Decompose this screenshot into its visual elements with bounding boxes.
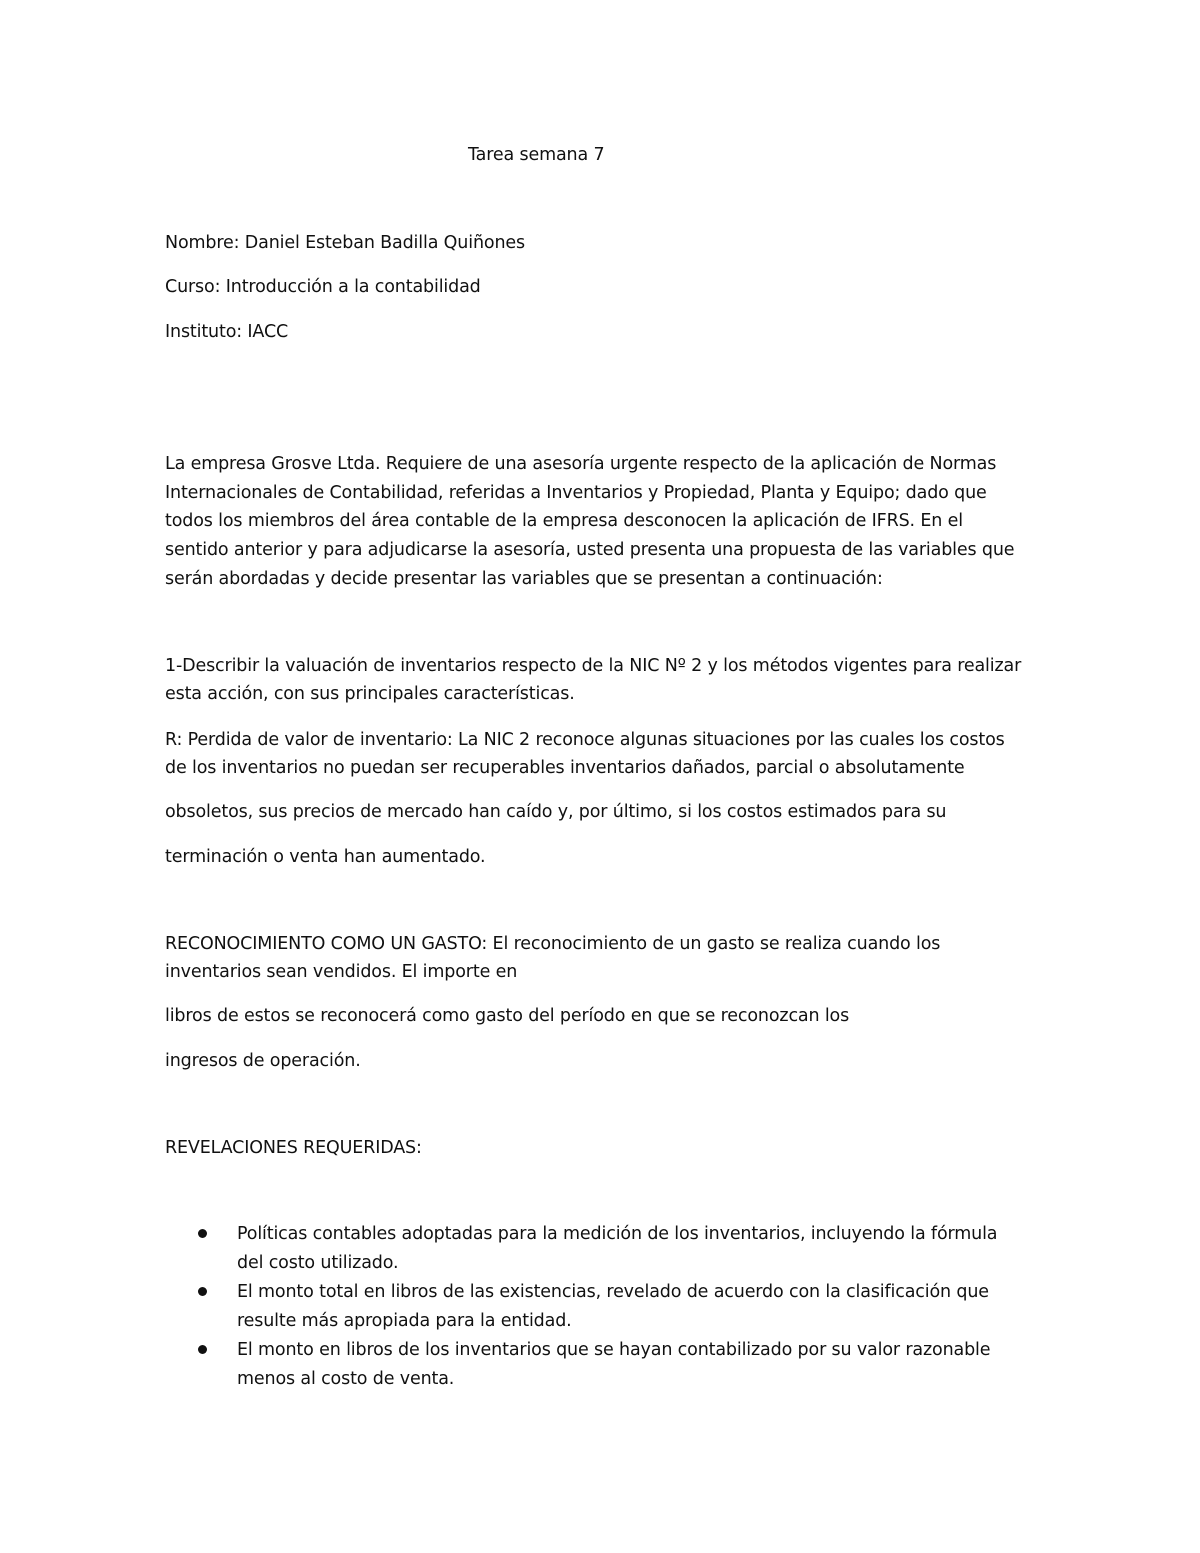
answer-line: obsoletos, sus precios de mercado han caído y, por último, si los costos estimados para su	[165, 802, 947, 822]
list-item-text: resulte más apropiada para la entidad.	[237, 1311, 572, 1331]
intro-line: sentido anterior y para adjudicarse la asesoría, usted presenta una propuesta de las variables que	[165, 540, 1015, 560]
reconocimiento-line: RECONOCIMIENTO COMO UN GASTO: El reconocimiento de un gasto se realiza cuando los	[165, 934, 941, 954]
list-item-text: menos al costo de venta.	[237, 1369, 455, 1389]
document-title: Tarea semana 7	[468, 145, 605, 165]
list-item-text: El monto total en libros de las existencias, revelado de acuerdo con la clasificación que	[237, 1282, 989, 1302]
list-item-text: del costo utilizado.	[237, 1253, 399, 1273]
bullet-icon	[198, 1345, 207, 1354]
list-item-text: Políticas contables adoptadas para la medición de los inventarios, incluyendo la fórmula	[237, 1224, 998, 1244]
intro-line: serán abordadas y decide presentar las variables que se presentan a continuación:	[165, 569, 883, 589]
institute-name: Instituto: IACC	[165, 322, 289, 342]
intro-line: Internacionales de Contabilidad, referidas a Inventarios y Propiedad, Planta y Equipo; dado que	[165, 483, 987, 503]
student-name: Nombre: Daniel Esteban Badilla Quiñones	[165, 233, 525, 253]
question-line: 1-Describir la valuación de inventarios respecto de la NIC Nº 2 y los métodos vigentes para realizar	[165, 656, 1022, 676]
intro-line: todos los miembros del área contable de la empresa desconocen la aplicación de IFRS. En el	[165, 511, 963, 531]
answer-line: de los inventarios no puedan ser recuperables inventarios dañados, parcial o absolutamente	[165, 758, 965, 778]
bullet-icon	[198, 1229, 207, 1238]
question-line: esta acción, con sus principales características.	[165, 684, 575, 704]
answer-line: R: Perdida de valor de inventario: La NIC 2 reconoce algunas situaciones por las cuales los costos	[165, 730, 1005, 750]
bullet-icon	[198, 1287, 207, 1296]
list-item-text: El monto en libros de los inventarios que se hayan contabilizado por su valor razonable	[237, 1340, 991, 1360]
reconocimiento-line: ingresos de operación.	[165, 1051, 361, 1071]
reconocimiento-line: libros de estos se reconocerá como gasto del período en que se reconozcan los	[165, 1006, 850, 1026]
revelaciones-heading: REVELACIONES REQUERIDAS:	[165, 1138, 422, 1158]
course-name: Curso: Introducción a la contabilidad	[165, 277, 481, 297]
reconocimiento-line: inventarios sean vendidos. El importe en	[165, 962, 518, 982]
answer-line: terminación o venta han aumentado.	[165, 847, 486, 867]
intro-line: La empresa Grosve Ltda. Requiere de una asesoría urgente respecto de la aplicación de Normas	[165, 454, 997, 474]
